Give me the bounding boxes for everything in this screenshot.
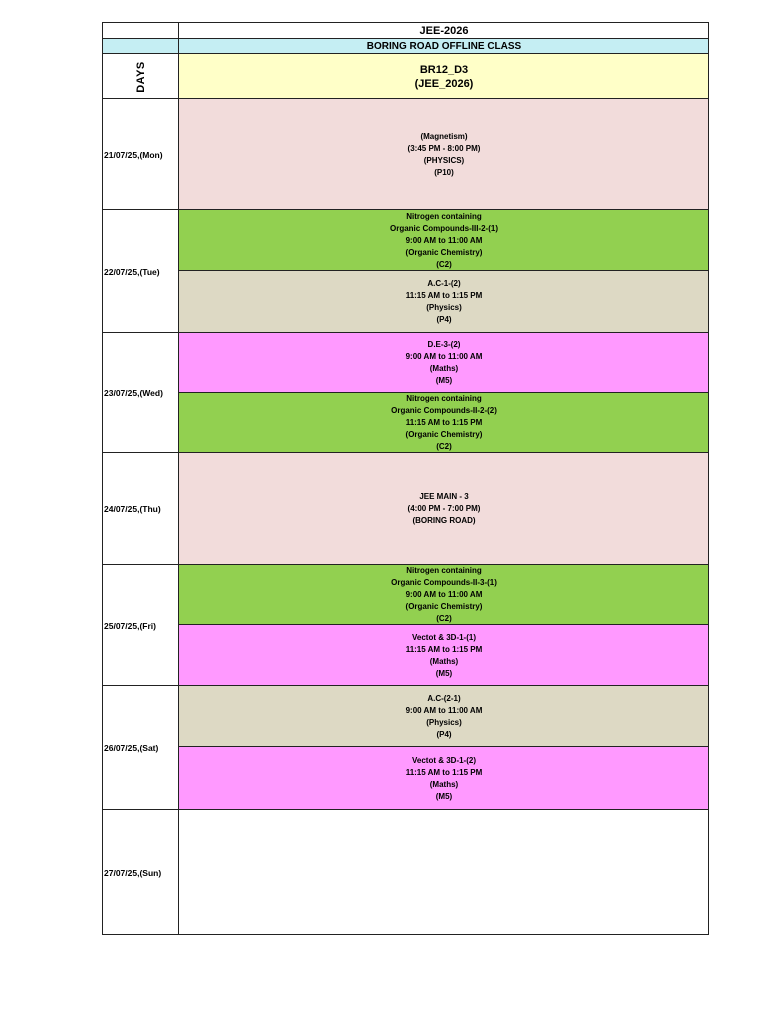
session-detail-line: (PHYSICS) [423, 155, 465, 165]
session-detail-line: 11:15 AM to 1:15 PM [405, 418, 483, 427]
class-session-cell [178, 452, 709, 565]
class-session-cell [178, 809, 709, 935]
sheet-subtitle [178, 38, 709, 54]
session-detail-line: (Magnetism) [420, 131, 468, 141]
session-detail-line: A.C-1-(2) [427, 279, 461, 288]
session-detail-line: (Maths) [429, 364, 459, 373]
session-detail-line: (C2) [436, 614, 452, 623]
session-detail-line: (Organic Chemistry) [405, 430, 483, 439]
session-detail-line: Organic Compounds-II-2-(2) [391, 406, 497, 415]
corner-cell [102, 22, 179, 39]
day-date-label: 27/07/25,(Sun) [104, 867, 162, 878]
day-date-label: 22/07/25,(Tue) [104, 266, 160, 277]
session-detail-line: (P10) [434, 167, 454, 177]
session-detail-line: (P4) [436, 315, 452, 324]
table-bottom-border [102, 934, 708, 935]
class-session-cell [178, 209, 709, 271]
class-session-cell [178, 392, 709, 453]
day-date-label: 23/07/25,(Wed) [104, 388, 163, 398]
session-detail-line: Organic Compounds-III-2-(1) [390, 223, 498, 233]
day-date-label: 26/07/25,(Sat) [104, 743, 159, 753]
day-date-label: 21/07/25,(Mon) [104, 149, 163, 160]
session-detail-line: Nitrogen containing [406, 394, 482, 403]
session-detail-line: Nitrogen containing [406, 211, 482, 221]
day-date-cell [102, 685, 179, 810]
class-session-cell [178, 624, 709, 686]
session-detail-line: 11:15 AM to 1:15 PM [405, 767, 483, 777]
session-detail-line: 9:00 AM to 11:00 AM [405, 235, 483, 245]
table-right-border [708, 22, 709, 935]
class-session-cell [178, 98, 709, 210]
session-detail-line: (M5) [435, 668, 453, 678]
day-date-cell [102, 452, 179, 565]
session-detail-line: 11:15 AM to 1:15 PM [405, 291, 483, 300]
session-detail-line: (C2) [436, 259, 452, 269]
session-detail-line: 9:00 AM to 11:00 AM [405, 352, 483, 361]
session-detail-line: (Physics) [426, 303, 462, 312]
session-detail-line: Vectot & 3D-1-(1) [411, 632, 476, 642]
session-detail-line: (M5) [435, 791, 453, 801]
day-date-cell [102, 564, 179, 686]
session-detail-line: (Organic Chemistry) [405, 247, 483, 257]
session-detail-line: Organic Compounds-II-3-(1) [391, 578, 497, 587]
session-detail-line: (Physics) [426, 717, 462, 727]
subtitle-corner-cell [102, 38, 179, 54]
session-detail-line: (Maths) [429, 779, 459, 789]
session-detail-line: Vectot & 3D-1-(2) [411, 755, 476, 765]
session-detail-line: (Maths) [429, 656, 459, 666]
session-detail-line: (P4) [436, 729, 452, 739]
class-session-cell [178, 746, 709, 810]
day-date-label: 25/07/25,(Fri) [104, 620, 156, 631]
class-session-cell [178, 685, 709, 747]
session-detail-line: D.E-3-(2) [427, 340, 461, 349]
session-detail-line: (M5) [435, 376, 453, 385]
sheet-title [178, 22, 709, 39]
session-detail-line: (BORING ROAD) [412, 516, 476, 525]
day-date-cell [102, 332, 179, 453]
day-date-label: 24/07/25,(Thu) [104, 504, 161, 514]
class-session-cell [178, 332, 709, 393]
session-detail-line: (C2) [436, 442, 452, 451]
sheet-subtitle-text: BORING ROAD OFFLINE CLASS [366, 40, 522, 52]
session-detail-line: 9:00 AM to 11:00 AM [405, 705, 483, 715]
session-detail-line: Nitrogen containing [406, 566, 482, 575]
session-detail-line: A.C-(2-1) [427, 693, 461, 703]
session-detail-line: (Organic Chemistry) [405, 602, 483, 611]
session-detail-line: JEE MAIN - 3 [419, 492, 469, 501]
day-date-cell [102, 209, 179, 333]
batch-header-cell [178, 53, 709, 99]
batch-code: BR12_D3 [419, 63, 469, 76]
days-header-label: DAYS [135, 60, 147, 93]
days-header-cell [102, 53, 179, 99]
day-date-cell [102, 809, 179, 935]
class-session-cell [178, 270, 709, 333]
class-session-cell [178, 564, 709, 625]
sheet-title-text: JEE-2026 [419, 25, 469, 37]
session-detail-line: (4:00 PM - 7:00 PM) [407, 504, 481, 513]
session-detail-line: 11:15 AM to 1:15 PM [405, 644, 483, 654]
session-detail-line: (3:45 PM - 8:00 PM) [407, 143, 481, 153]
session-detail-line: 9:00 AM to 11:00 AM [405, 590, 483, 599]
day-date-cell [102, 98, 179, 210]
batch-program: (JEE_2026) [414, 77, 474, 90]
